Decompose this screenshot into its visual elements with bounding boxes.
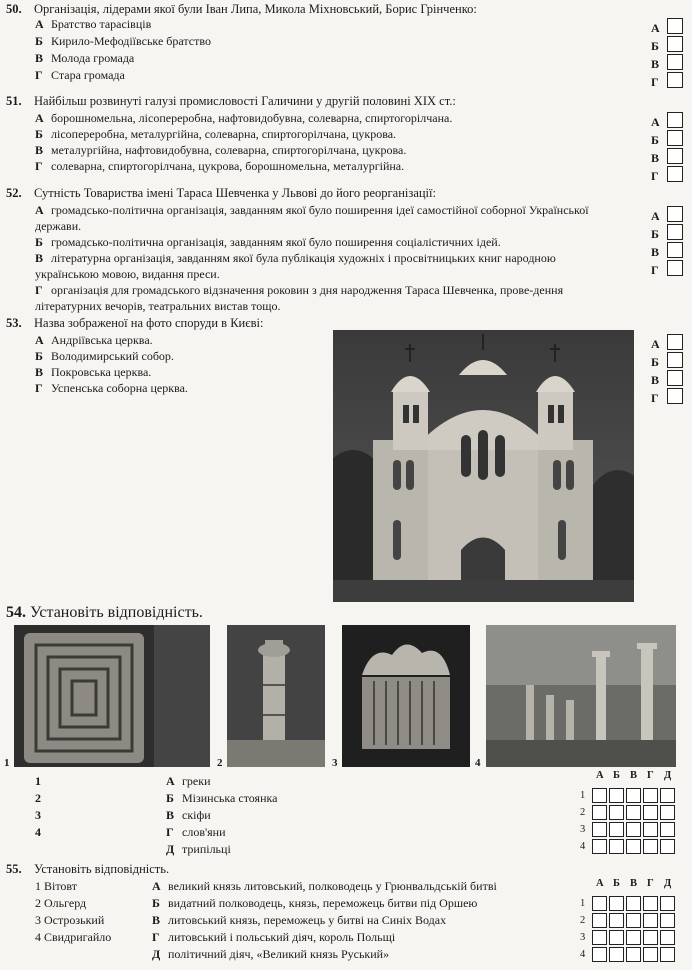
- q55-answer-cell-1-Б[interactable]: [609, 896, 624, 911]
- cathedral-photo: [333, 330, 634, 602]
- q50-option-c: В Молода громада: [35, 51, 135, 65]
- q54-answer-cell-1-А[interactable]: [592, 788, 607, 803]
- q54-right-e: Д трипільці: [166, 842, 231, 856]
- q54-grid-row-1: 1: [580, 790, 586, 801]
- q52-option-d: Г організація для громадського відзначення роковин з дня народження Тараса Шевченка, прове-дення літературних вечорів, театральних вистав тощо.: [35, 283, 564, 313]
- q53-answer-box-a[interactable]: [667, 334, 683, 350]
- q53-answer-box-b[interactable]: [667, 352, 683, 368]
- q54-answer-cell-2-Д[interactable]: [660, 805, 675, 820]
- q55-right-e: Д політичний діяч, «Великий князь Руський»: [152, 947, 390, 961]
- artifact-photo-4: [486, 625, 676, 767]
- q55-right-d: Г литовський і польський діяч, король Польщі: [152, 930, 396, 944]
- q52-option-a: А громадсько-політична організація, завданням якої було поширення ідеї самостійної соборної Української держави.: [35, 203, 589, 233]
- q51-box-label-d: Г: [651, 169, 659, 183]
- q51-answer-box-c[interactable]: [667, 148, 683, 164]
- q53-option-c: В Покровська церква.: [35, 365, 152, 379]
- q50-answer-box-b[interactable]: [667, 36, 683, 52]
- q55-answer-cell-3-А[interactable]: [592, 930, 607, 945]
- q52-answer-box-a[interactable]: [667, 206, 683, 222]
- q54-grid-row-4: 4: [580, 841, 586, 852]
- q53-answer-box-d[interactable]: [667, 388, 683, 404]
- q53-question: [6, 316, 263, 331]
- q55-grid-row-4: 4: [580, 949, 586, 960]
- q55-answer-cell-4-Д[interactable]: [660, 947, 675, 962]
- q50-text: Організація, лідерами якої були Іван Липа, Микола Міхновський, Борис Грінченко:: [34, 2, 477, 16]
- q52-answer-box-b[interactable]: [667, 224, 683, 240]
- q53-box-label-b: Б: [651, 355, 659, 369]
- q54-answer-cell-3-В[interactable]: [626, 822, 641, 837]
- q55-question: [6, 862, 169, 877]
- q55-answer-cell-1-Д[interactable]: [660, 896, 675, 911]
- artifact-photo-3: [342, 625, 470, 767]
- q54-answer-cell-4-А[interactable]: [592, 839, 607, 854]
- q54-answer-cell-4-Г[interactable]: [643, 839, 658, 854]
- q54-grid-head-b: Б: [613, 770, 620, 781]
- q55-answer-cell-2-А[interactable]: [592, 913, 607, 928]
- q55-answer-cell-2-В[interactable]: [626, 913, 641, 928]
- q55-right-c: В литовський князь, переможець у битві на Синіх Водах: [152, 913, 447, 927]
- q50-option-b: Б Кирило-Мефодіївське братство: [35, 34, 211, 48]
- q54-answer-cell-1-В[interactable]: [626, 788, 641, 803]
- q54-answer-cell-2-Б[interactable]: [609, 805, 624, 820]
- q55-answer-cell-4-В[interactable]: [626, 947, 641, 962]
- q50-answer-box-c[interactable]: [667, 54, 683, 70]
- q54-answer-cell-2-А[interactable]: [592, 805, 607, 820]
- q54-grid-head-a: А: [596, 770, 604, 781]
- q54-answer-cell-4-Д[interactable]: [660, 839, 675, 854]
- q54-left-1: 1: [35, 774, 41, 788]
- q54-answer-cell-3-Г[interactable]: [643, 822, 658, 837]
- q55-grid-head-e: Д: [664, 878, 672, 889]
- q54-answer-cell-4-В[interactable]: [626, 839, 641, 854]
- q55-grid-row-3: 3: [580, 932, 586, 943]
- q54-question: [6, 604, 203, 622]
- q55-answer-cell-4-А[interactable]: [592, 947, 607, 962]
- q54-right-b: Б Мізинська стоянка: [166, 791, 278, 805]
- q50-number: 50.: [6, 2, 22, 16]
- q53-number: 53.: [6, 316, 22, 330]
- q52-box-label-d: Г: [651, 263, 659, 277]
- q55-left-2: 2 Ольгерд: [35, 896, 87, 910]
- q50-question: [6, 2, 477, 17]
- q55-answer-cell-1-А[interactable]: [592, 896, 607, 911]
- q54-right-d: Г слов'яни: [166, 825, 226, 839]
- q54-right-c: В скіфи: [166, 808, 211, 822]
- q55-grid-head-a: А: [596, 878, 604, 889]
- q55-grid-head-d: Г: [647, 878, 654, 889]
- q52-box-label-c: В: [651, 245, 660, 259]
- q54-grid-head-c: В: [630, 770, 638, 781]
- q55-answer-cell-4-Г[interactable]: [643, 947, 658, 962]
- photo-label-2: 2: [217, 757, 223, 769]
- q54-answer-cell-3-Д[interactable]: [660, 822, 675, 837]
- q51-box-label-b: Б: [651, 133, 659, 147]
- q52-option-c: В літературна організація, завданням якої була публікація художніх і просвітницьких книг народною українською мовою, видання преси.: [35, 251, 556, 281]
- q55-number: 55.: [6, 862, 22, 876]
- q52-box-label-b: Б: [651, 227, 659, 241]
- q55-answer-cell-4-Б[interactable]: [609, 947, 624, 962]
- q55-answer-cell-3-Д[interactable]: [660, 930, 675, 945]
- q50-box-label-a: А: [651, 21, 660, 35]
- q54-left-4: 4: [35, 825, 41, 839]
- q55-answer-cell-2-Г[interactable]: [643, 913, 658, 928]
- q54-answer-cell-1-Б[interactable]: [609, 788, 624, 803]
- q52-question: [6, 186, 436, 201]
- q55-answer-cell-3-В[interactable]: [626, 930, 641, 945]
- q51-number: 51.: [6, 94, 22, 108]
- q55-answer-cell-3-Б[interactable]: [609, 930, 624, 945]
- q51-option-b: Б лісопереробна, металургійна, солеварна, спиртогорілчана, цукрова.: [35, 127, 397, 141]
- q53-box-label-a: А: [651, 337, 660, 351]
- q55-grid-head-c: В: [630, 878, 638, 889]
- q52-box-label-a: А: [651, 209, 660, 223]
- q55-right-b: Б видатний полководець, князь, переможець битви під Оршею: [152, 896, 478, 910]
- q50-box-label-d: Г: [651, 75, 659, 89]
- q51-option-d: Г солеварна, спиртогорілчана, цукрова, борошномельна, металургійна.: [35, 159, 405, 173]
- q55-answer-cell-2-Б[interactable]: [609, 913, 624, 928]
- q52-number: 52.: [6, 186, 22, 200]
- q53-option-b: Б Володимирський собор.: [35, 349, 174, 363]
- q54-grid-row-3: 3: [580, 824, 586, 835]
- q53-box-label-d: Г: [651, 391, 659, 405]
- q52-answer-box-c[interactable]: [667, 242, 683, 258]
- q53-box-label-c: В: [651, 373, 660, 387]
- q55-grid-row-1: 1: [580, 898, 586, 909]
- q50-option-a: А Братство тарасівців: [35, 17, 152, 31]
- q54-answer-cell-1-Г[interactable]: [643, 788, 658, 803]
- q51-box-label-a: А: [651, 115, 660, 129]
- q55-answer-cell-1-В[interactable]: [626, 896, 641, 911]
- q54-answer-cell-4-Б[interactable]: [609, 839, 624, 854]
- q55-answer-cell-2-Д[interactable]: [660, 913, 675, 928]
- q52-answer-box-d[interactable]: [667, 260, 683, 276]
- q50-box-label-b: Б: [651, 39, 659, 53]
- q54-grid-row-2: 2: [580, 807, 586, 818]
- q55-answer-cell-1-Г[interactable]: [643, 896, 658, 911]
- q54-number: 54.: [6, 604, 26, 621]
- q54-left-3: 3: [35, 808, 41, 822]
- q51-option-a: А борошномельна, лісопереробна, нафтовидобувна, солеварна, спиртогорілчана.: [35, 111, 453, 125]
- q50-answer-box-d[interactable]: [667, 72, 683, 88]
- q55-left-4: 4 Свидригайло: [35, 930, 112, 944]
- q54-text: Установіть відповідність.: [30, 604, 203, 621]
- q54-answer-cell-3-Б[interactable]: [609, 822, 624, 837]
- q54-answer-cell-2-В[interactable]: [626, 805, 641, 820]
- q55-grid-row-2: 2: [580, 915, 586, 926]
- q51-box-label-c: В: [651, 151, 660, 165]
- q53-option-d: Г Успенська соборна церква.: [35, 381, 188, 395]
- q55-grid-head-b: Б: [613, 878, 620, 889]
- artifact-photo-2: [227, 625, 325, 767]
- photo-label-4: 4: [475, 757, 481, 769]
- q52-text: Сутність Товариства імені Тараса Шевченка у Львові до його реорганізації:: [34, 186, 436, 200]
- q54-answer-cell-3-А[interactable]: [592, 822, 607, 837]
- q54-grid-head-e: Д: [664, 770, 672, 781]
- q51-answer-box-b[interactable]: [667, 130, 683, 146]
- q51-text: Найбільш розвинуті галузі промисловості Галичини у другій половині XIX ст.:: [34, 94, 456, 108]
- q51-question: [6, 94, 456, 109]
- q54-answer-cell-1-Д[interactable]: [660, 788, 675, 803]
- photo-label-1: 1: [4, 757, 10, 769]
- q54-answer-cell-2-Г[interactable]: [643, 805, 658, 820]
- q50-box-label-c: В: [651, 57, 660, 71]
- q51-option-c: В металургійна, нафтовидобувна, солеварна, спиртогорілчана, цукрова.: [35, 143, 407, 157]
- artifact-photo-1: [14, 625, 210, 767]
- q53-answer-box-c[interactable]: [667, 370, 683, 386]
- q55-left-1: 1 Вітовт: [35, 879, 78, 893]
- q50-answer-box-a[interactable]: [667, 18, 683, 34]
- q55-right-a: А великий князь литовський, полководець у Грюнвальдській битві: [152, 879, 497, 893]
- q54-grid-head-d: Г: [647, 770, 654, 781]
- q53-option-a: А Андріївська церква.: [35, 333, 153, 347]
- q54-right-a: А греки: [166, 774, 211, 788]
- q51-answer-box-d[interactable]: [667, 166, 683, 182]
- q52-option-b: Б громадсько-політична організація, завданням якої було поширення соціалістичних ідей.: [35, 235, 501, 249]
- q55-text: Установіть відповідність.: [34, 862, 170, 876]
- q55-answer-cell-3-Г[interactable]: [643, 930, 658, 945]
- photo-label-3: 3: [332, 757, 338, 769]
- q53-text: Назва зображеної на фото споруди в Києві:: [34, 316, 264, 330]
- q55-left-3: 3 Острозький: [35, 913, 105, 927]
- q54-left-2: 2: [35, 791, 41, 805]
- q51-answer-box-a[interactable]: [667, 112, 683, 128]
- q50-option-d: Г Стара громада: [35, 68, 125, 82]
